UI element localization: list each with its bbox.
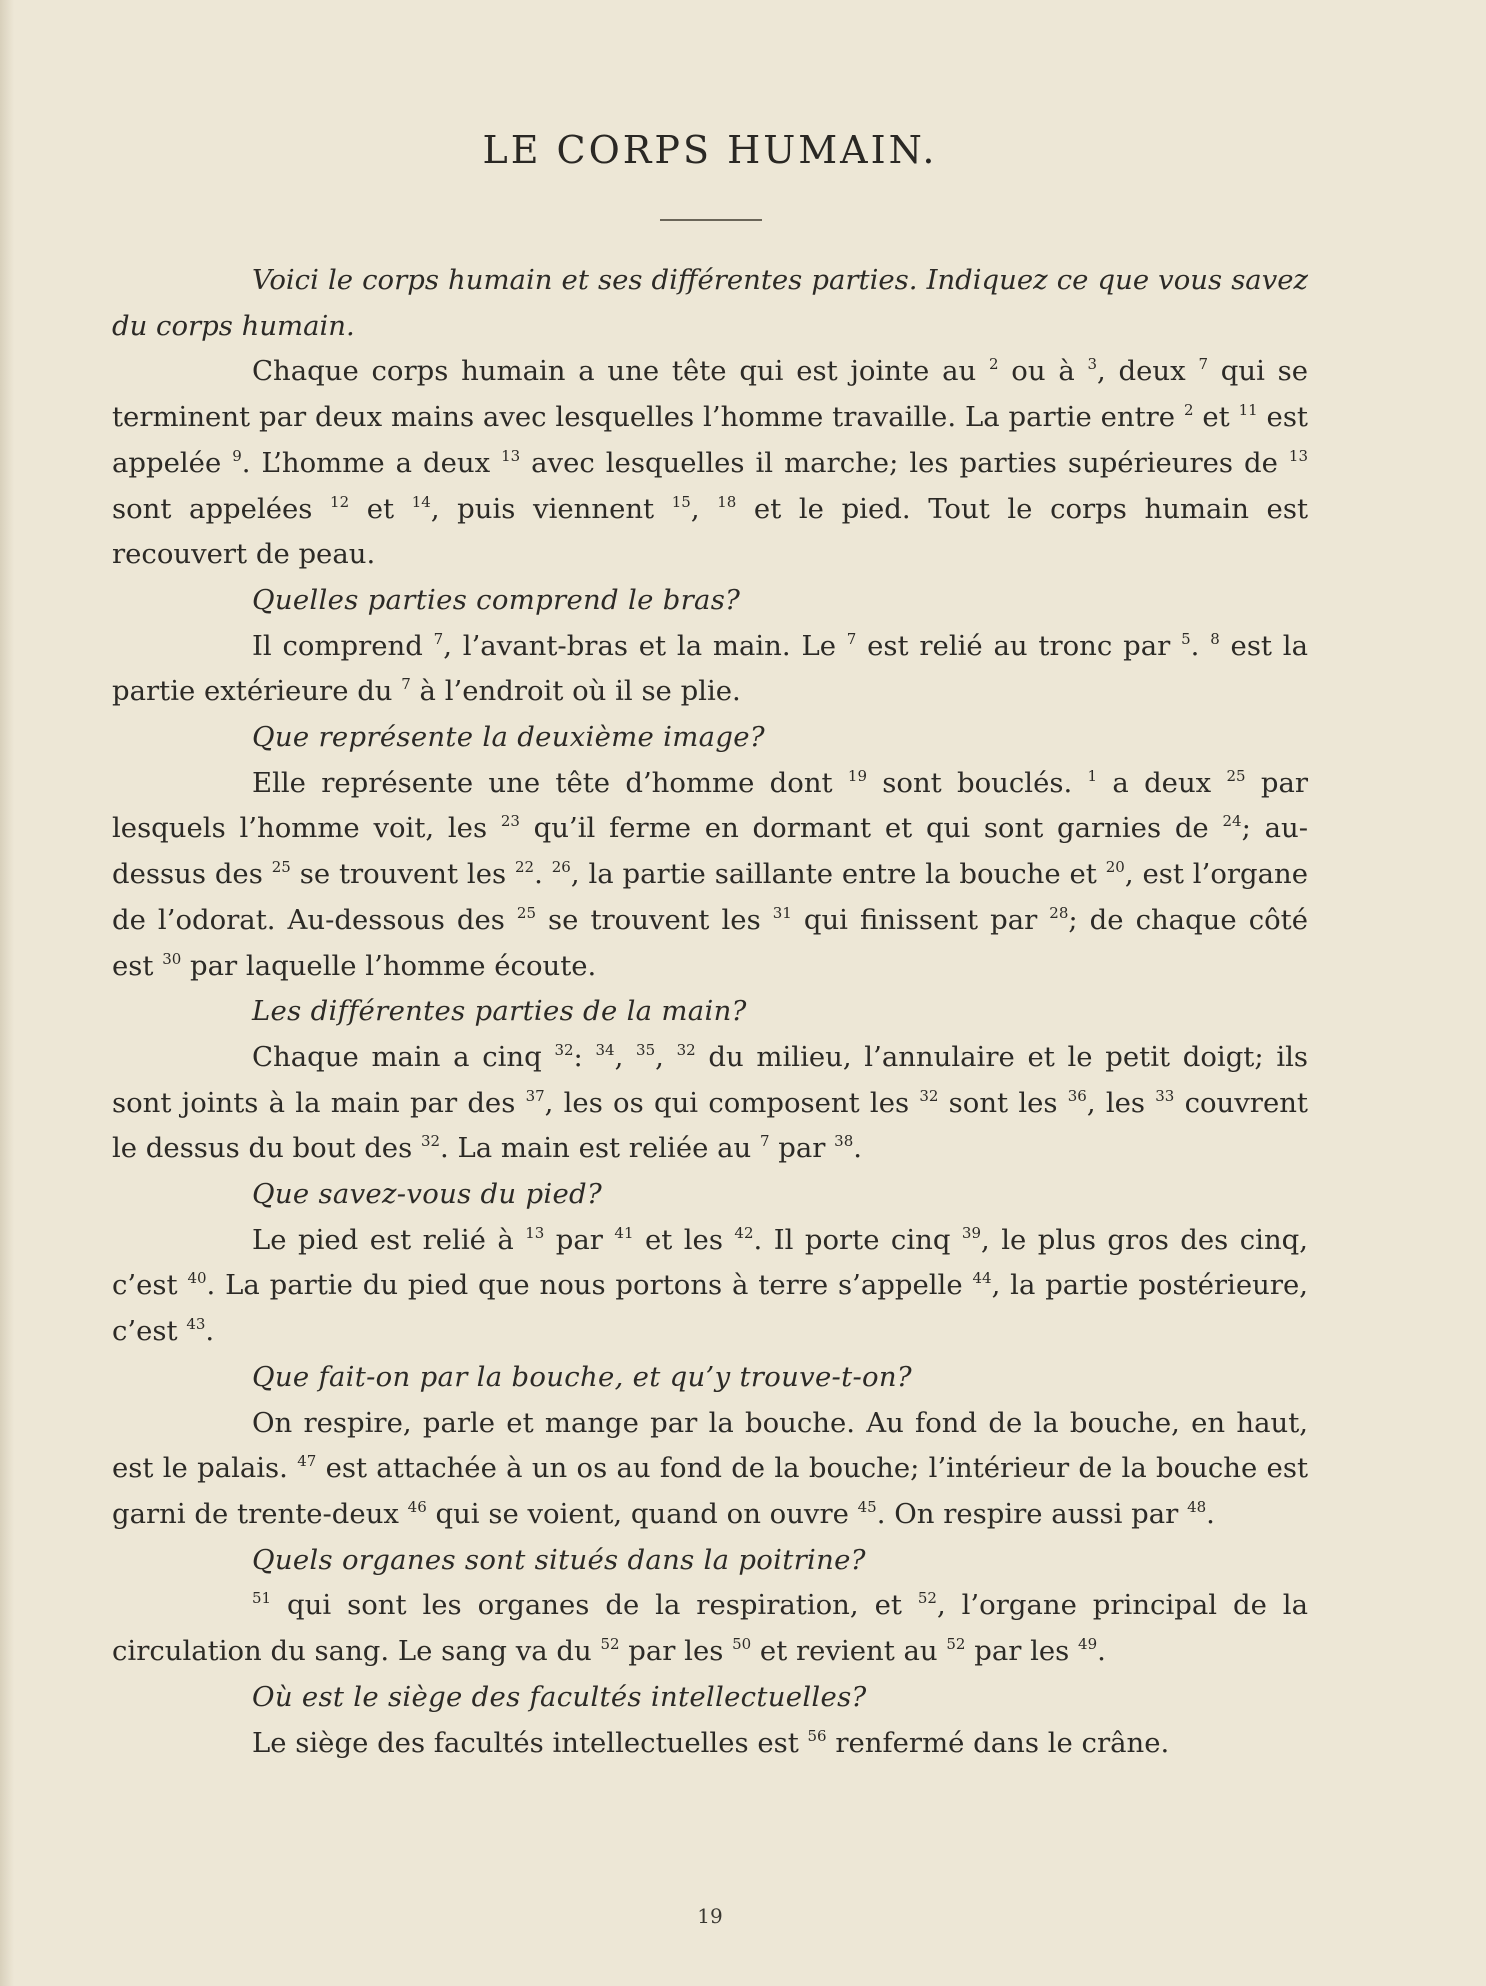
text-run: et les xyxy=(633,1223,735,1256)
figure-reference: 13 xyxy=(525,1223,545,1242)
question-mouth: Que fait-on par la bouche, et qu’y trouve-t-on? xyxy=(252,1360,912,1393)
text-run: , les xyxy=(1086,1086,1156,1119)
text-run: et revient au xyxy=(751,1635,947,1668)
text-run: est attachée à un os au fond de la bouche; l’intérieur de la bouche est garni de trente-deux xyxy=(112,1452,1308,1530)
paragraph-foot xyxy=(112,1218,1308,1355)
figure-reference: 26 xyxy=(551,858,571,877)
figure-reference: 19 xyxy=(847,766,867,785)
figure-reference: 44 xyxy=(972,1269,992,1288)
figure-reference: 18 xyxy=(717,492,737,511)
figure-reference: 7 xyxy=(846,629,857,648)
figure-reference: 24 xyxy=(1222,812,1242,831)
text-run: , l’organe principal de la circulation du sang. Le sang va du xyxy=(112,1589,1308,1668)
paragraph-hand xyxy=(112,1035,1308,1172)
figure-reference: 49 xyxy=(1078,1635,1098,1654)
text-run: On respire, parle et mange par la bouche. Au fond de la bouche, en haut, est le palais. xyxy=(112,1406,1308,1485)
figure-reference: 41 xyxy=(614,1223,634,1242)
text-run: , le plus gros des cinq, c’est xyxy=(112,1223,1309,1302)
text-run: , l’avant-bras et la main. Le xyxy=(443,629,847,662)
figure-reference: 50 xyxy=(732,1635,752,1654)
text-run: et xyxy=(1193,401,1239,434)
text-run: sont les xyxy=(938,1086,1068,1119)
figure-reference: 32 xyxy=(676,1040,696,1059)
figure-reference: 42 xyxy=(734,1223,754,1242)
text-run: ; au-dessus des xyxy=(112,812,1308,891)
text-run: qui se voient, quand on ouvre xyxy=(426,1497,858,1530)
page-binding-edge xyxy=(0,0,14,1986)
text-run: se trouvent les xyxy=(536,903,773,936)
figure-reference: 25 xyxy=(516,903,536,922)
text-run: a deux xyxy=(1097,766,1227,799)
text-run: . xyxy=(853,1132,862,1165)
body-text xyxy=(112,258,1308,1766)
figure-reference: 13 xyxy=(1288,446,1308,465)
text-run: par laquelle l’homme écoute. xyxy=(181,949,597,982)
figure-reference: 7 xyxy=(759,1132,770,1151)
figure-reference: 11 xyxy=(1238,401,1258,420)
text-run: . La partie du pied que nous portons à terre s’appelle xyxy=(206,1269,973,1302)
figure-reference: 31 xyxy=(772,903,792,922)
text-run: . L’homme a deux xyxy=(241,446,502,479)
figure-reference: 5 xyxy=(1181,629,1191,648)
text-run: se trouvent les xyxy=(290,858,515,891)
text-run: sont appelées xyxy=(112,492,331,525)
figure-reference: 3 xyxy=(1087,355,1098,374)
figure-reference: 43 xyxy=(186,1315,206,1334)
figure-reference: 32 xyxy=(420,1132,441,1151)
figure-reference: 32 xyxy=(919,1086,939,1105)
text-run: par xyxy=(544,1223,615,1256)
text-run: qui se terminent par deux mains avec lesquelles l’homme travaille. La partie entre xyxy=(112,355,1309,434)
text-run: . xyxy=(1206,1497,1215,1530)
title-divider xyxy=(660,219,762,221)
figure-reference: 33 xyxy=(1155,1086,1175,1105)
paragraph-head xyxy=(112,761,1308,990)
text-run: du milieu, l’annulaire et le petit doigt; ils sont joints à la main par des xyxy=(112,1040,1309,1119)
figure-reference: 7 xyxy=(1198,355,1208,374)
text-run: qu’il ferme en dormant et qui sont garnies de xyxy=(519,812,1223,845)
figure-reference: 48 xyxy=(1187,1497,1207,1516)
text-run: . xyxy=(1190,629,1211,662)
figure-reference: 52 xyxy=(600,1635,620,1654)
text-run: Le pied est relié à xyxy=(252,1223,526,1256)
text-run: couvrent le dessus du bout des xyxy=(112,1086,1308,1165)
figure-reference: 12 xyxy=(330,492,350,511)
figure-reference: 22 xyxy=(515,858,535,877)
text-run: ou à xyxy=(998,355,1088,388)
figure-reference: 2 xyxy=(1183,401,1194,420)
figure-reference: 51 xyxy=(252,1589,272,1608)
text-run: . On respire aussi par xyxy=(876,1497,1188,1530)
text-run: à l’endroit où il se plie. xyxy=(410,675,741,708)
figure-reference: 45 xyxy=(857,1497,877,1516)
text-run: renfermé dans le crâne. xyxy=(826,1726,1170,1759)
text-run: . xyxy=(205,1315,215,1348)
text-run: , puis viennent xyxy=(430,492,672,525)
figure-reference: 32 xyxy=(554,1040,574,1059)
question-hand: Les différentes parties de la main? xyxy=(252,995,747,1028)
text-run: qui sont les organes de la respiration, et xyxy=(271,1589,918,1622)
text-run: , xyxy=(655,1040,677,1073)
figure-reference: 37 xyxy=(525,1086,545,1105)
intro-paragraph: Voici le corps humain et ses différentes parties. Indiquez ce que vous savez du corps humain. xyxy=(112,264,1308,342)
text-run: , les os qui composent les xyxy=(544,1086,920,1119)
figure-reference: 30 xyxy=(162,949,182,968)
text-run: . La main est reliée au xyxy=(440,1132,760,1165)
figure-reference: 52 xyxy=(917,1589,937,1608)
paragraph-intellect xyxy=(112,1721,1308,1767)
text-run: , la partie saillante entre la bouche et xyxy=(570,858,1106,891)
figure-reference: 47 xyxy=(297,1452,317,1471)
text-run: , xyxy=(614,1040,637,1073)
figure-reference: 7 xyxy=(433,629,444,648)
question-arm: Quelles parties comprend le bras? xyxy=(252,583,741,616)
figure-reference: 1 xyxy=(1087,766,1098,785)
text-run: . xyxy=(534,858,552,891)
figure-reference: 20 xyxy=(1105,858,1125,877)
text-run: par les xyxy=(619,1635,733,1668)
figure-reference: 15 xyxy=(671,492,691,511)
figure-reference: 8 xyxy=(1210,629,1220,648)
page-number: 19 xyxy=(697,1904,723,1928)
text-run: et le pied. Tout le corps humain est recouvert de peau. xyxy=(112,492,1308,571)
figure-reference: 34 xyxy=(595,1040,615,1059)
text-run: est la partie extérieure du xyxy=(112,629,1308,708)
text-run: Elle représente une tête d’homme dont xyxy=(252,766,848,799)
text-run: par les xyxy=(965,1635,1079,1668)
paragraph-arm xyxy=(112,624,1308,715)
text-run: est appelée xyxy=(112,401,1308,479)
figure-reference: 36 xyxy=(1067,1086,1087,1105)
question-second-image: Que représente la deuxième image? xyxy=(252,721,765,754)
text-run: : xyxy=(573,1040,596,1073)
figure-reference: 35 xyxy=(636,1040,656,1059)
text-run: , xyxy=(690,492,718,525)
figure-reference: 13 xyxy=(501,446,521,465)
figure-reference: 14 xyxy=(411,492,431,511)
figure-reference: 9 xyxy=(232,446,242,465)
text-run: sont bouclés. xyxy=(867,766,1088,799)
text-run: qui finissent par xyxy=(791,903,1050,936)
paragraph-chest xyxy=(112,1583,1308,1674)
text-run: , deux xyxy=(1097,355,1199,388)
figure-reference: 46 xyxy=(407,1497,427,1516)
question-foot: Que savez-vous du pied? xyxy=(252,1178,603,1211)
figure-reference: 52 xyxy=(946,1635,966,1654)
text-run: avec lesquelles il marche; les parties supérieures de xyxy=(520,446,1289,479)
text-run: Chaque main a cinq xyxy=(252,1040,555,1073)
question-intellect: Où est le siège des facultés intellectuelles? xyxy=(252,1680,867,1713)
text-run: est relié au tronc par xyxy=(856,629,1182,662)
text-run: Le siège des facultés intellectuelles est xyxy=(252,1726,808,1759)
figure-reference: 2 xyxy=(988,355,999,374)
text-run: par xyxy=(769,1132,835,1165)
text-run: . xyxy=(1097,1635,1106,1668)
page-title: LE CORPS HUMAIN. xyxy=(482,128,938,172)
figure-reference: 56 xyxy=(807,1726,827,1745)
figure-reference: 40 xyxy=(187,1269,207,1288)
figure-reference: 38 xyxy=(834,1132,854,1151)
figure-reference: 23 xyxy=(500,812,520,831)
text-run: et xyxy=(349,492,412,525)
paragraph-body-parts xyxy=(112,349,1308,578)
text-run: , la partie postérieure, c’est xyxy=(112,1269,1309,1348)
text-run: , est l’organe de l’odorat. Au-dessous des xyxy=(112,858,1309,936)
text-run: . Il porte cinq xyxy=(753,1223,962,1256)
figure-reference: 28 xyxy=(1049,903,1069,922)
question-chest: Quels organes sont situés dans la poitrine? xyxy=(252,1543,866,1576)
figure-reference: 7 xyxy=(401,675,411,694)
text-run: Chaque corps humain a une tête qui est jointe au xyxy=(252,355,989,388)
figure-reference: 25 xyxy=(1226,766,1246,785)
text-run: Il comprend xyxy=(252,629,434,662)
figure-reference: 25 xyxy=(271,858,291,877)
text-run: par lesquels l’homme voit, les xyxy=(112,766,1309,845)
paragraph-mouth xyxy=(112,1401,1308,1538)
text-run: ; de chaque côté est xyxy=(112,903,1308,982)
figure-reference: 39 xyxy=(961,1223,981,1242)
